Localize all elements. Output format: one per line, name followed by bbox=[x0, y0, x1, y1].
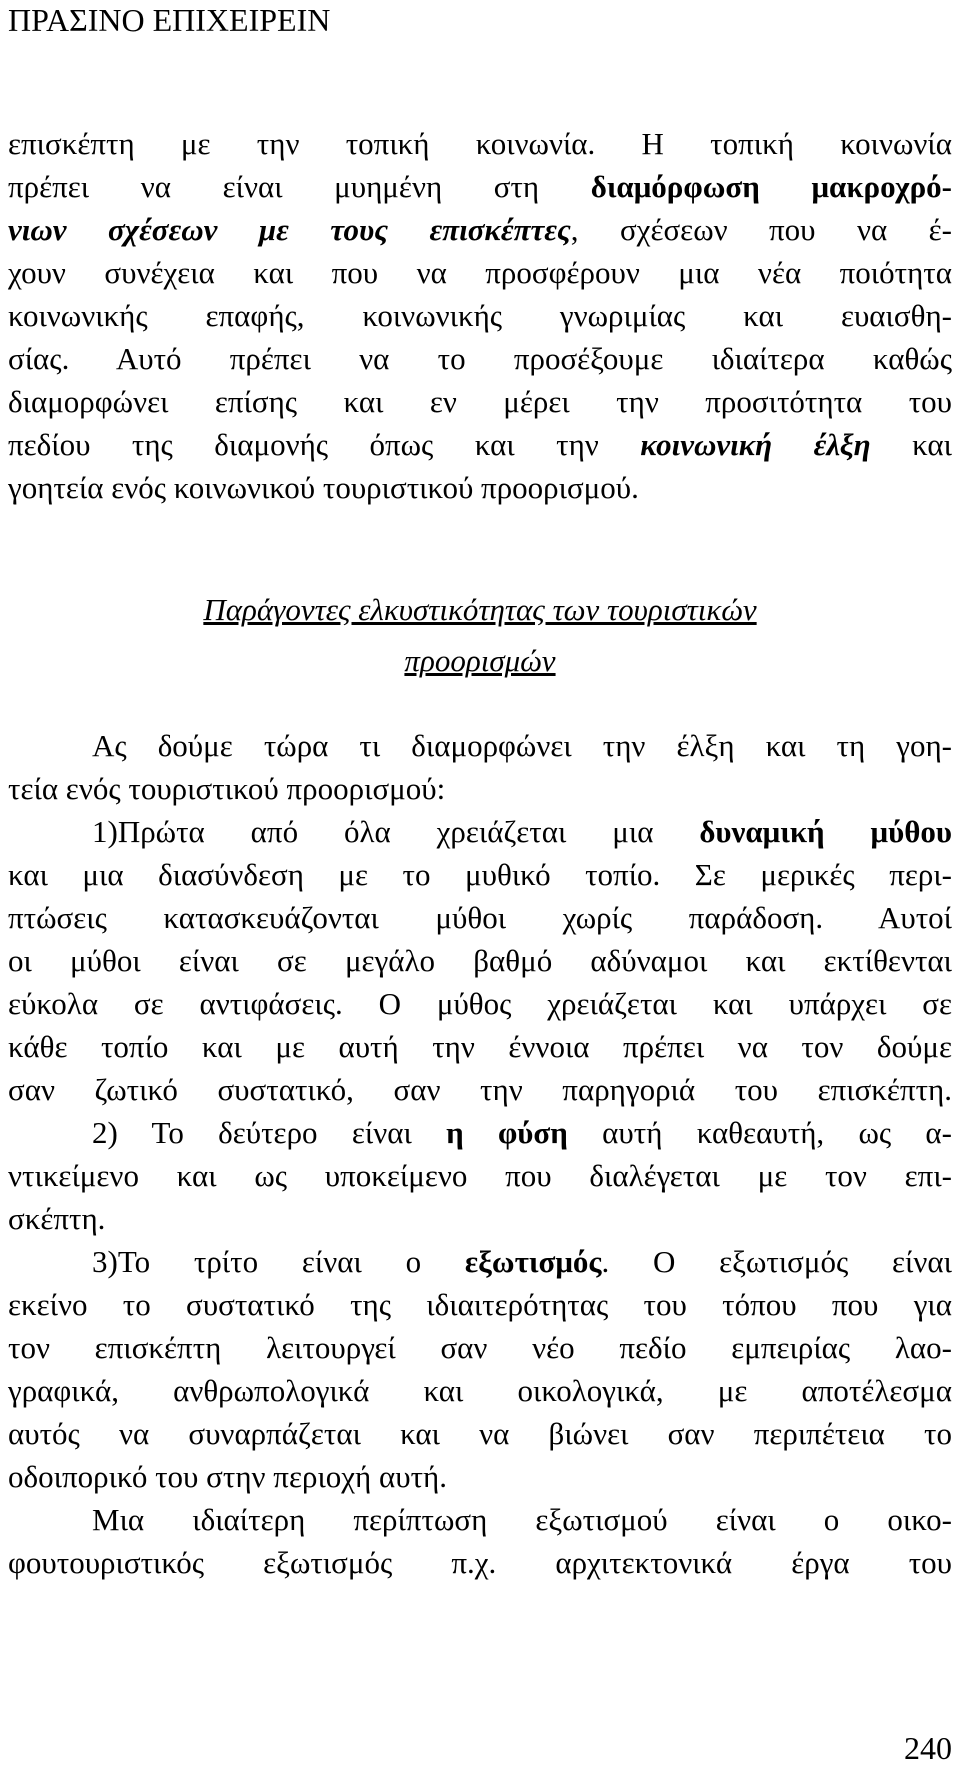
paragraph-body bbox=[8, 724, 952, 1584]
bold-phrase: εξωτισμός bbox=[464, 1244, 602, 1279]
bold-italic-phrase: κοινωνική έλξη bbox=[640, 427, 871, 462]
bold-phrase: διαμόρφωση μακροχρό- bbox=[590, 169, 952, 204]
text-span: 1)Πρώτα από όλα χρειάζεται μια bbox=[92, 814, 700, 849]
text-line: επισκέπτη με την τοπική κοινωνία. Η τοπική κοινωνία bbox=[8, 126, 952, 161]
text-line: εκείνο το συστατικό της ιδιαιτερότητας του τόπου που για bbox=[8, 1287, 952, 1322]
bold-phrase: η φύση bbox=[446, 1115, 568, 1150]
text-line bbox=[8, 1111, 952, 1154]
text-span: πεδίου της διαμονής όπως και την bbox=[8, 427, 641, 462]
text-line: κάθε τοπίο και με αυτή την έννοια πρέπει να τον δούμε bbox=[8, 1029, 952, 1064]
section-heading-line: προορισμών bbox=[404, 643, 556, 678]
text-line: τεία ενός τουριστικού προορισμού: bbox=[8, 771, 446, 806]
text-line: διαμορφώνει επίσης και εν μέρει την προσιτότητα του bbox=[8, 384, 952, 419]
text-line: αυτός να συναρπάζεται και να βιώνει σαν περιπέτεια το bbox=[8, 1416, 952, 1451]
section-heading-line: Παράγοντες ελκυστικότητας των τουριστικών bbox=[203, 592, 757, 627]
paragraph-intro bbox=[8, 122, 952, 509]
text-line: πτώσεις κατασκευάζονται μύθοι χωρίς παράδοση. Αυτοί bbox=[8, 900, 952, 935]
text-line: τον επισκέπτη λειτουργεί σαν νέο πεδίο εμπειρίας λαο- bbox=[8, 1330, 952, 1365]
text-line bbox=[8, 423, 952, 466]
text-span: αυτή καθεαυτή, ως α- bbox=[567, 1115, 952, 1150]
text-line: φουτουριστικός εξωτισμός π.χ. αρχιτεκτονικά έργα του bbox=[8, 1545, 952, 1580]
text-line bbox=[8, 208, 952, 251]
bold-italic-phrase: νιων σχέσεων με τους επισκέπτες bbox=[8, 212, 571, 247]
text-line bbox=[8, 165, 952, 208]
text-line: ντικείμενο και ως υποκείμενο που διαλέγεται με τον επι- bbox=[8, 1158, 952, 1193]
text-span: , σχέσεων που να έ- bbox=[570, 212, 952, 247]
bold-phrase: δυναμική μύθου bbox=[699, 814, 952, 849]
text-line: γραφικά, ανθρωπολογικά και οικολογικά, με αποτέλεσμα bbox=[8, 1373, 952, 1408]
text-line: γοητεία ενός κοινωνικού τουριστικού προορισμού. bbox=[8, 470, 639, 505]
text-line: Ας δούμε τώρα τι διαμορφώνει την έλξη και τη γοη- bbox=[92, 728, 952, 763]
text-line: χουν συνέχεια και που να προσφέρουν μια νέα ποιότητα bbox=[8, 255, 952, 290]
text-line: κοινωνικής επαφής, κοινωνικής γνωριμίας και ευαισθη- bbox=[8, 298, 952, 333]
text-line: σίας. Αυτό πρέπει να το προσέξουμε ιδιαίτερα καθώς bbox=[8, 341, 952, 376]
text-line: οδοιπορικό του στην περιοχή αυτή. bbox=[8, 1459, 448, 1494]
text-span: και bbox=[870, 427, 953, 462]
page-number: 240 bbox=[904, 1730, 952, 1766]
running-header: ΠΡΑΣΙΝΟ ΕΠΙΧΕΙΡΕΙΝ bbox=[8, 2, 331, 38]
text-line bbox=[8, 810, 952, 853]
text-span: 2) Το δεύτερο είναι bbox=[92, 1115, 447, 1150]
text-span: 3)Το τρίτο είναι ο bbox=[92, 1244, 465, 1279]
text-line: και μια διασύνδεση με το μυθικό τοπίο. Σε μερικές περι- bbox=[8, 857, 952, 892]
text-span: πρέπει να είναι μυημένη στη bbox=[8, 169, 591, 204]
text-line: Μια ιδιαίτερη περίπτωση εξωτισμού είναι ο οικο- bbox=[92, 1502, 952, 1537]
text-line: σκέπτη. bbox=[8, 1201, 106, 1236]
text-line: σαν ζωτικό συστατικό, σαν την παρηγοριά του επισκέπτη. bbox=[8, 1072, 952, 1107]
section-heading bbox=[8, 588, 952, 690]
text-line: οι μύθοι είναι σε μεγάλο βαθμό αδύναμοι και εκτίθενται bbox=[8, 943, 952, 978]
text-line: εύκολα σε αντιφάσεις. Ο μύθος χρειάζεται και υπάρχει σε bbox=[8, 986, 952, 1021]
text-line bbox=[8, 1240, 952, 1283]
text-span: . Ο εξωτισμός είναι bbox=[601, 1244, 952, 1279]
